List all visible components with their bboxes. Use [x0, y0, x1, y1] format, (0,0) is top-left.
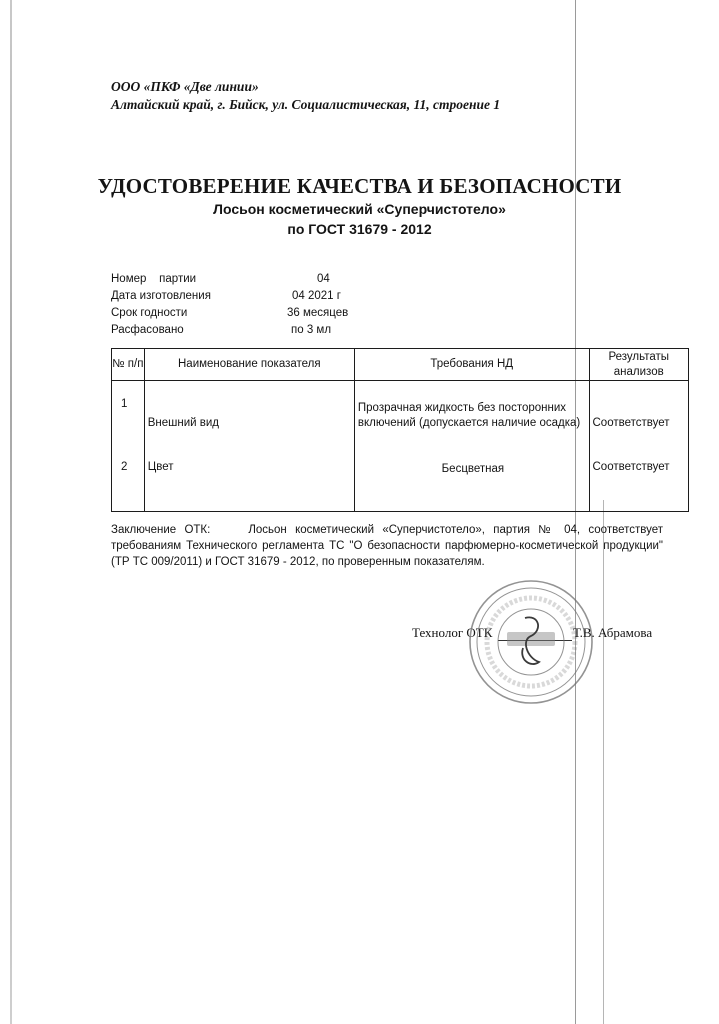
table-row	[112, 381, 689, 512]
signer-role: Технолог ОТК	[412, 625, 493, 640]
document-title: УДОСТОВЕРЕНИЕ КАЧЕСТВА И БЕЗОПАСНОСТИ	[97, 174, 622, 198]
table-cell-num	[112, 381, 145, 512]
row-number: 1	[121, 398, 128, 410]
table-cell-results	[589, 381, 689, 512]
result-text: Соответствует	[592, 461, 670, 473]
header-requirements: Требования НД	[354, 349, 589, 381]
scan-fold-line	[575, 0, 576, 1024]
product-name: Лосьон косметический «Суперчистотело»	[213, 201, 506, 217]
conclusion-text: Лосьон косметический «Суперчистотело», партия № 04, соответствует требованиям Технического регламента ТС "О безопасности парфюмерно-косметической продукции" (ТР ТС 009/2011) и ГОСТ 31679 - 2012, по проверенным показателям.	[111, 524, 663, 568]
param-value: по 3 мл	[291, 324, 332, 336]
scan-edge-left	[10, 0, 12, 1024]
param-row	[111, 288, 511, 305]
table-cell-name	[144, 381, 354, 512]
table-cell-requirements	[354, 381, 589, 512]
param-row	[111, 322, 511, 339]
param-label: Срок годности	[111, 307, 188, 319]
company-header	[111, 78, 500, 114]
product-standard: по ГОСТ 31679 - 2012	[287, 221, 432, 237]
result-text: Соответствует	[592, 417, 670, 429]
param-label: Расфасовано	[111, 324, 184, 336]
signer-name: Т.В. Абрамова	[573, 625, 653, 640]
company-seal-stamp	[467, 578, 595, 706]
batch-params	[111, 271, 511, 339]
indicator-name: Цвет	[147, 461, 174, 473]
param-label: Номер партии	[111, 273, 197, 285]
param-value: 04	[317, 273, 330, 285]
header-name: Наименование показателя	[144, 349, 354, 381]
table-header-row	[112, 349, 689, 381]
company-address: Алтайский край, г. Бийск, ул. Социалистическая, 11, строение 1	[111, 97, 501, 112]
header-num: № п/п	[112, 349, 145, 381]
conclusion-label: Заключение ОТК:	[111, 524, 211, 536]
param-value: 04 2021 г	[292, 290, 341, 302]
param-row	[111, 305, 511, 322]
otk-conclusion	[111, 522, 663, 570]
param-row	[111, 271, 511, 288]
param-label: Дата изготовления	[111, 290, 211, 302]
header-results: Результаты анализов	[589, 349, 689, 381]
param-value: 36 месяцев	[287, 307, 349, 319]
company-name: ООО «ПКФ «Две линии»	[111, 79, 259, 94]
indicator-name: Внешний вид	[147, 417, 219, 429]
requirement-text: Прозрачная жидкость без посторонних включений (допускается наличие осадка)	[357, 402, 581, 429]
row-number: 2	[121, 461, 128, 473]
requirement-text: Бесцветная	[441, 463, 505, 475]
indicators-table	[111, 348, 689, 512]
scan-fold-line-lower	[603, 500, 604, 1024]
